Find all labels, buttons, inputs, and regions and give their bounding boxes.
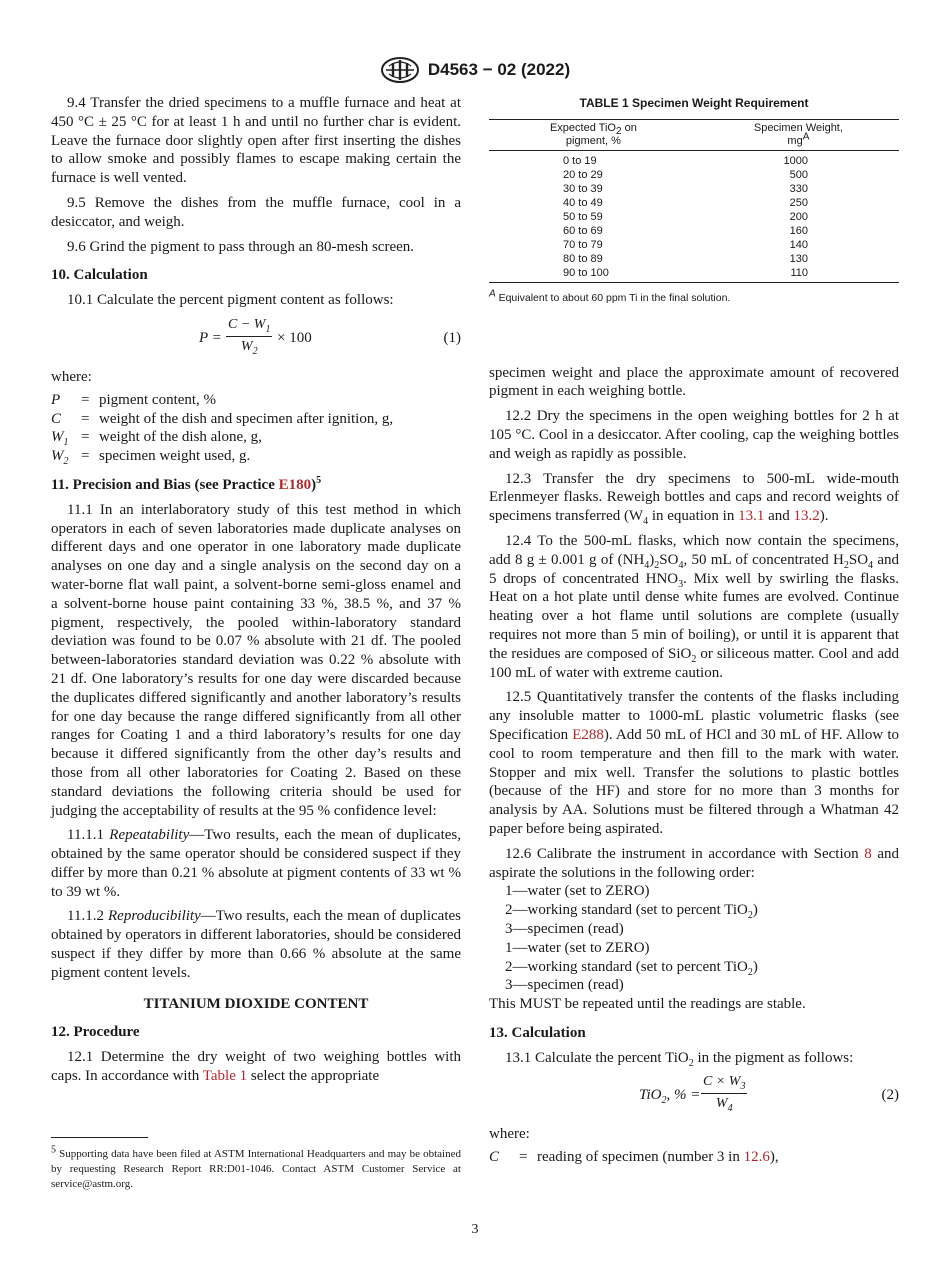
step-item: 1—water (set to ZERO) bbox=[505, 883, 650, 900]
paragraph-13-1: 13.1 Calculate the percent TiO$_2$ in the pigment as follows: bbox=[505, 1049, 854, 1069]
equation-1-lhs: P = bbox=[199, 329, 222, 346]
table-header-tio2: Expected TiO$_2$ on pigment, % bbox=[489, 119, 698, 150]
where-label: where: bbox=[51, 368, 92, 385]
document-id: D4563 − 02 (2022) bbox=[427, 60, 571, 79]
paragraph-12-5: 12.5 Quantitatively transfer the contents of the flasks including any insoluble matter to 1000-mL plastic volumetric flasks (see Specification E288). Add 50 mL of HCl and 30 mL of HF. Allow to cool to room temperature and then fill to the mark with water. Stopper and mix well. Transfer the solutions to plastic bottles (because of the HF) and store for no more than 3 months for analysis by AA. Solutions must be filtered through a Whatman 42 paper before being aspirated. bbox=[489, 689, 900, 837]
table-row: 50 to 59 200 bbox=[563, 210, 808, 223]
paragraph-12-2: 12.2 Dry the specimens in the open weighing bottles for 2 h at 105 °C. Cool in a desiccator. After cooling, cap the weighing bottles and weigh as rapidly as possible. bbox=[489, 408, 899, 462]
equation-1 bbox=[51, 316, 461, 360]
equation-1-multiplier: × 100 bbox=[277, 329, 312, 346]
astm-logo-icon bbox=[380, 57, 420, 83]
table-row: 90 to 100 110 bbox=[489, 266, 899, 283]
equation-2-number: (2) bbox=[881, 1087, 899, 1104]
table-1-grid bbox=[489, 119, 899, 283]
paragraph-12-4: 12.4 To the 500-mL flasks, which now contain the specimens, add 8 g ± 0.001 g of $(NH_4)_2SO_4$, 50 mL of concentrated $H_2SO_4$ and 5 drops of concentrated $HNO_3$. Mix well by swirling the flasks. Heat on a hot plate until dense white fumes are evolved. Continue heating over a hot flame until solutions are complete (usually requires not more than 5 min of boiling), or until it is apparent that the residues are composed of SiO$_2$ or siliceous matter. Cool and add 100 mL of water with extreme caution. bbox=[489, 532, 899, 681]
variable-w2: $W_2$ = specimen weight used, g. bbox=[51, 448, 251, 468]
heading-10-calculation: 10. Calculation bbox=[51, 267, 148, 284]
aspiration-steps bbox=[489, 882, 899, 995]
equation-1-number: (1) bbox=[443, 329, 461, 346]
heading-11-precision-bias: 11. Precision and Bias (see Practice E180)$^5$ bbox=[51, 474, 322, 493]
step-item: 2—working standard (set to percent TiO$_2$) bbox=[505, 958, 758, 978]
paragraph-12-1-continued: specimen weight and place the approximate amount of recovered pigment in each weighing bottle. bbox=[489, 364, 899, 400]
link-e288[interactable]: E288 bbox=[572, 726, 604, 743]
heading-13-calculation: 13. Calculation bbox=[489, 1024, 586, 1041]
footnote-ref-5[interactable]: 5 bbox=[316, 474, 322, 486]
table-1-footnote: $^A$ Equivalent to about 60 ppm Ti in the final solution. bbox=[489, 288, 731, 304]
footnote-divider bbox=[51, 1137, 148, 1138]
table-row: 40 to 49 250 bbox=[563, 196, 808, 209]
link-13-1[interactable]: 13.1 bbox=[738, 508, 765, 525]
table-row: 30 to 39 330 bbox=[563, 182, 808, 195]
variable-w1: $W_1$ = weight of the dish alone, g, bbox=[51, 429, 262, 449]
variable-p: P = pigment content, % bbox=[51, 391, 217, 408]
step-item: 2—working standard (set to percent TiO$_2$) bbox=[505, 902, 758, 922]
footnote-5: $^5$ Supporting data have been filed at ASTM International Headquarters and may be obtained by requesting Research Report RR:D01-1046. Contact ASTM Customer Service at service@astm.org. bbox=[51, 1144, 461, 1190]
heading-12-procedure: 12. Procedure bbox=[51, 1024, 140, 1041]
paragraph-12-6: 12.6 Calibrate the instrument in accordance with Section 8 and aspirate the solutions in the following order: bbox=[489, 845, 899, 881]
variable-c: C = weight of the dish and specimen after ignition, g, bbox=[51, 410, 394, 427]
paragraph-9-5: 9.5 Remove the dishes from the muffle furnace, cool in a desiccator, and weigh. bbox=[51, 194, 461, 230]
variable-c-reading: C = reading of specimen (number 3 in 12.6), bbox=[489, 1149, 779, 1166]
table-row: 70 to 79 140 bbox=[563, 238, 808, 251]
step-item: 1—water (set to ZERO) bbox=[505, 939, 650, 956]
table-row: 80 to 89 130 bbox=[563, 252, 808, 265]
right-column bbox=[489, 94, 899, 1167]
link-e180[interactable]: E180 bbox=[278, 476, 312, 493]
repeat-instruction: This MUST be repeated until the readings are stable. bbox=[489, 996, 806, 1013]
paragraph-10-1: 10.1 Calculate the percent pigment content as follows: bbox=[67, 292, 394, 309]
paragraph-12-3: 12.3 Transfer the dry specimens to 500-mL wide-mouth Erlenmeyer flasks. Reweigh bottles and caps and record weights of specimens transferred ($W_4$ in equation in 13.1 and 13.2). bbox=[489, 470, 899, 528]
link-12-6[interactable]: 12.6 bbox=[743, 1149, 770, 1166]
table-row: 0 to 19 1000 bbox=[563, 154, 808, 167]
link-table-1[interactable]: Table 1 bbox=[202, 1068, 248, 1085]
table-header-weight: Specimen Weight, $mg^A$ bbox=[698, 119, 899, 150]
link-section-8[interactable]: 8 bbox=[864, 845, 872, 862]
step-item: 3—specimen (read) bbox=[505, 977, 624, 994]
page-number: 3 bbox=[471, 1222, 479, 1237]
equation-1-fraction: $\frac{C - W_1}{W_2}$ bbox=[228, 316, 271, 357]
table-1 bbox=[489, 94, 899, 308]
table-row: 20 to 29 500 bbox=[563, 168, 808, 181]
step-item: 3—specimen (read) bbox=[505, 920, 624, 937]
paragraph-11-1-2: 11.1.2 Reproducibility—Two results, each the mean of duplicates obtained by operators in different laboratories, should be considered suspect if they differ by more than 0.66 % absolute at the same pigment content levels. bbox=[51, 908, 461, 981]
where-label-2: where: bbox=[489, 1126, 530, 1143]
equation-2-fraction: $\frac{C \times W_3}{W_4}$ bbox=[703, 1074, 746, 1115]
variable-list bbox=[51, 391, 461, 466]
equation-2 bbox=[489, 1073, 899, 1117]
left-column bbox=[51, 94, 461, 1092]
paragraph-11-1-1: 11.1.1 Repeatability—Two results, each the mean of duplicates, obtained by the same operator should be considered suspect if they differ by more than 0.21 % absolute at pigment contents of 33 wt % to 39 wt %. bbox=[51, 827, 461, 900]
equation-2-lhs: TiO$_2$, % = bbox=[639, 1087, 701, 1107]
paragraph-12-1: 12.1 Determine the dry weight of two weighing bottles with caps. In accordance with Table 1 select the appropriate bbox=[51, 1049, 461, 1085]
table-row: 60 to 69 160 bbox=[563, 224, 808, 237]
equation-1-denominator: W bbox=[240, 338, 253, 354]
equation-2-numerator: C × W bbox=[703, 1074, 741, 1090]
link-13-2[interactable]: 13.2 bbox=[793, 508, 820, 525]
page-header bbox=[0, 57, 950, 83]
paragraph-9-4: 9.4 Transfer the dried specimens to a muffle furnace and heat at 450 °C ± 25 °C for at least 1 h and until no further char is evident. Leave the furnace door slightly open after first inserting the dishes to allow smoke and possibly flames to escape making certain the furnace is well vented. bbox=[51, 95, 461, 187]
section-title-titanium-dioxide: TITANIUM DIOXIDE CONTENT bbox=[143, 995, 369, 1012]
equation-2-denominator: W bbox=[715, 1096, 728, 1112]
paragraph-9-6: 9.6 Grind the pigment to pass through an 80-mesh screen. bbox=[67, 238, 415, 255]
paragraph-11-1: 11.1 In an interlaboratory study of this test method in which operators in each of seven laboratories made duplicate analyses on different days and one operator in one laboratory made duplicate analyses on one day and a single analysis on the second day on a water-borne flat wall paint, a solvent-borne semi-gloss enamel and a solvent-borne house paint containing 33 %, 38.5 %, and 37 % pigment, respectively, the pooled within-laboratory standard deviation was found to be 0.07 % absolute with 21 df. The pooled between-laboratories standard deviation was 0.22 % absolute with 21 df. One laboratory’s results for one day were discarded because the duplicates differed significantly and another laboratory’s results for one day because the range differed significantly from all other ranges for Coating 1 and a third laboratory’s results for one day because it differed significantly from the other day’s results and those from all other laboratories for Coating 2. Based on these standard deviations the following criteria should be used for judging the acceptability of results at the 95 % confidence level: bbox=[51, 501, 461, 819]
equation-1-numerator: C − W bbox=[228, 316, 266, 332]
table-1-title: TABLE 1 Specimen Weight Requirement bbox=[579, 96, 809, 110]
